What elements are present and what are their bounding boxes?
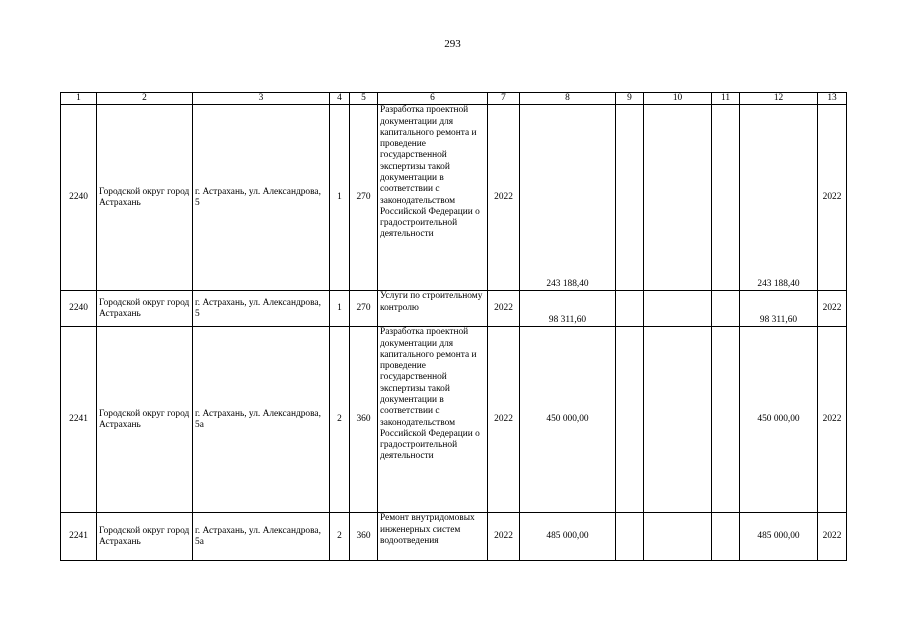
page-number: 293 (444, 38, 461, 50)
cell-col8: 485 000,00 (520, 513, 616, 561)
column-header: 3 (193, 93, 330, 105)
cell-col13: 2022 (818, 327, 847, 513)
cell-col5: 270 (350, 105, 378, 291)
register-table (60, 92, 847, 561)
cell-col5: 360 (350, 513, 378, 561)
cell-col9 (616, 513, 644, 561)
cell-col12: 243 188,40 (740, 105, 818, 291)
column-header: 12 (740, 93, 818, 105)
cell-year: 2022 (488, 291, 520, 327)
cell-col10 (644, 327, 712, 513)
column-header: 6 (378, 93, 488, 105)
column-header: 11 (712, 93, 740, 105)
column-header: 5 (350, 93, 378, 105)
cell-municipality: Городской округ город Астрахань (97, 291, 193, 327)
table-row (61, 291, 847, 327)
table-row (61, 327, 847, 513)
cell-address: г. Астрахань, ул. Александрова, 5а (193, 327, 330, 513)
cell-col13: 2022 (818, 513, 847, 561)
cell-col12: 450 000,00 (740, 327, 818, 513)
cell-description: Ремонт внутридомовых инженерных систем водоотведения (378, 513, 488, 561)
cell-year: 2022 (488, 327, 520, 513)
column-header: 8 (520, 93, 616, 105)
column-header: 10 (644, 93, 712, 105)
cell-description: Разработка проектной документации для капитального ремонта и проведение государственной экспертизы такой документации в соответствии с законодательством Российской Федерации о градостроительной деятельности (378, 105, 488, 291)
cell-col11 (712, 513, 740, 561)
cell-col12: 485 000,00 (740, 513, 818, 561)
cell-description: Разработка проектной документации для капитального ремонта и проведение государственной экспертизы такой документации в соответствии с законодательством Российской Федерации о градостроительной деятельности (378, 327, 488, 513)
table-row (61, 105, 847, 291)
cell-col5: 360 (350, 327, 378, 513)
cell-col8: 450 000,00 (520, 327, 616, 513)
cell-col10 (644, 291, 712, 327)
table-row (61, 513, 847, 561)
cell-col11 (712, 105, 740, 291)
column-header: 13 (818, 93, 847, 105)
cell-address: г. Астрахань, ул. Александрова, 5 (193, 291, 330, 327)
cell-description: Услуги по строительному контролю (378, 291, 488, 327)
cell-col4: 2 (330, 513, 350, 561)
cell-col5: 270 (350, 291, 378, 327)
cell-id: 2241 (61, 513, 97, 561)
cell-id: 2240 (61, 291, 97, 327)
cell-municipality: Городской округ город Астрахань (97, 513, 193, 561)
cell-col4: 2 (330, 327, 350, 513)
header-row (61, 93, 847, 105)
cell-col4: 1 (330, 105, 350, 291)
cell-col8: 243 188,40 (520, 105, 616, 291)
cell-id: 2240 (61, 105, 97, 291)
column-header: 1 (61, 93, 97, 105)
cell-id: 2241 (61, 327, 97, 513)
cell-address: г. Астрахань, ул. Александрова, 5а (193, 513, 330, 561)
cell-col10 (644, 513, 712, 561)
cell-municipality: Городской округ город Астрахань (97, 327, 193, 513)
cell-col11 (712, 327, 740, 513)
cell-col13: 2022 (818, 105, 847, 291)
cell-col12: 98 311,60 (740, 291, 818, 327)
column-header: 4 (330, 93, 350, 105)
cell-col10 (644, 105, 712, 291)
cell-col8: 98 311,60 (520, 291, 616, 327)
column-header: 7 (488, 93, 520, 105)
column-header: 9 (616, 93, 644, 105)
cell-address: г. Астрахань, ул. Александрова, 5 (193, 105, 330, 291)
cell-year: 2022 (488, 513, 520, 561)
cell-col9 (616, 291, 644, 327)
cell-col11 (712, 291, 740, 327)
cell-col9 (616, 105, 644, 291)
column-header: 2 (97, 93, 193, 105)
cell-year: 2022 (488, 105, 520, 291)
cell-municipality: Городской округ город Астрахань (97, 105, 193, 291)
cell-col4: 1 (330, 291, 350, 327)
cell-col9 (616, 327, 644, 513)
cell-col13: 2022 (818, 291, 847, 327)
